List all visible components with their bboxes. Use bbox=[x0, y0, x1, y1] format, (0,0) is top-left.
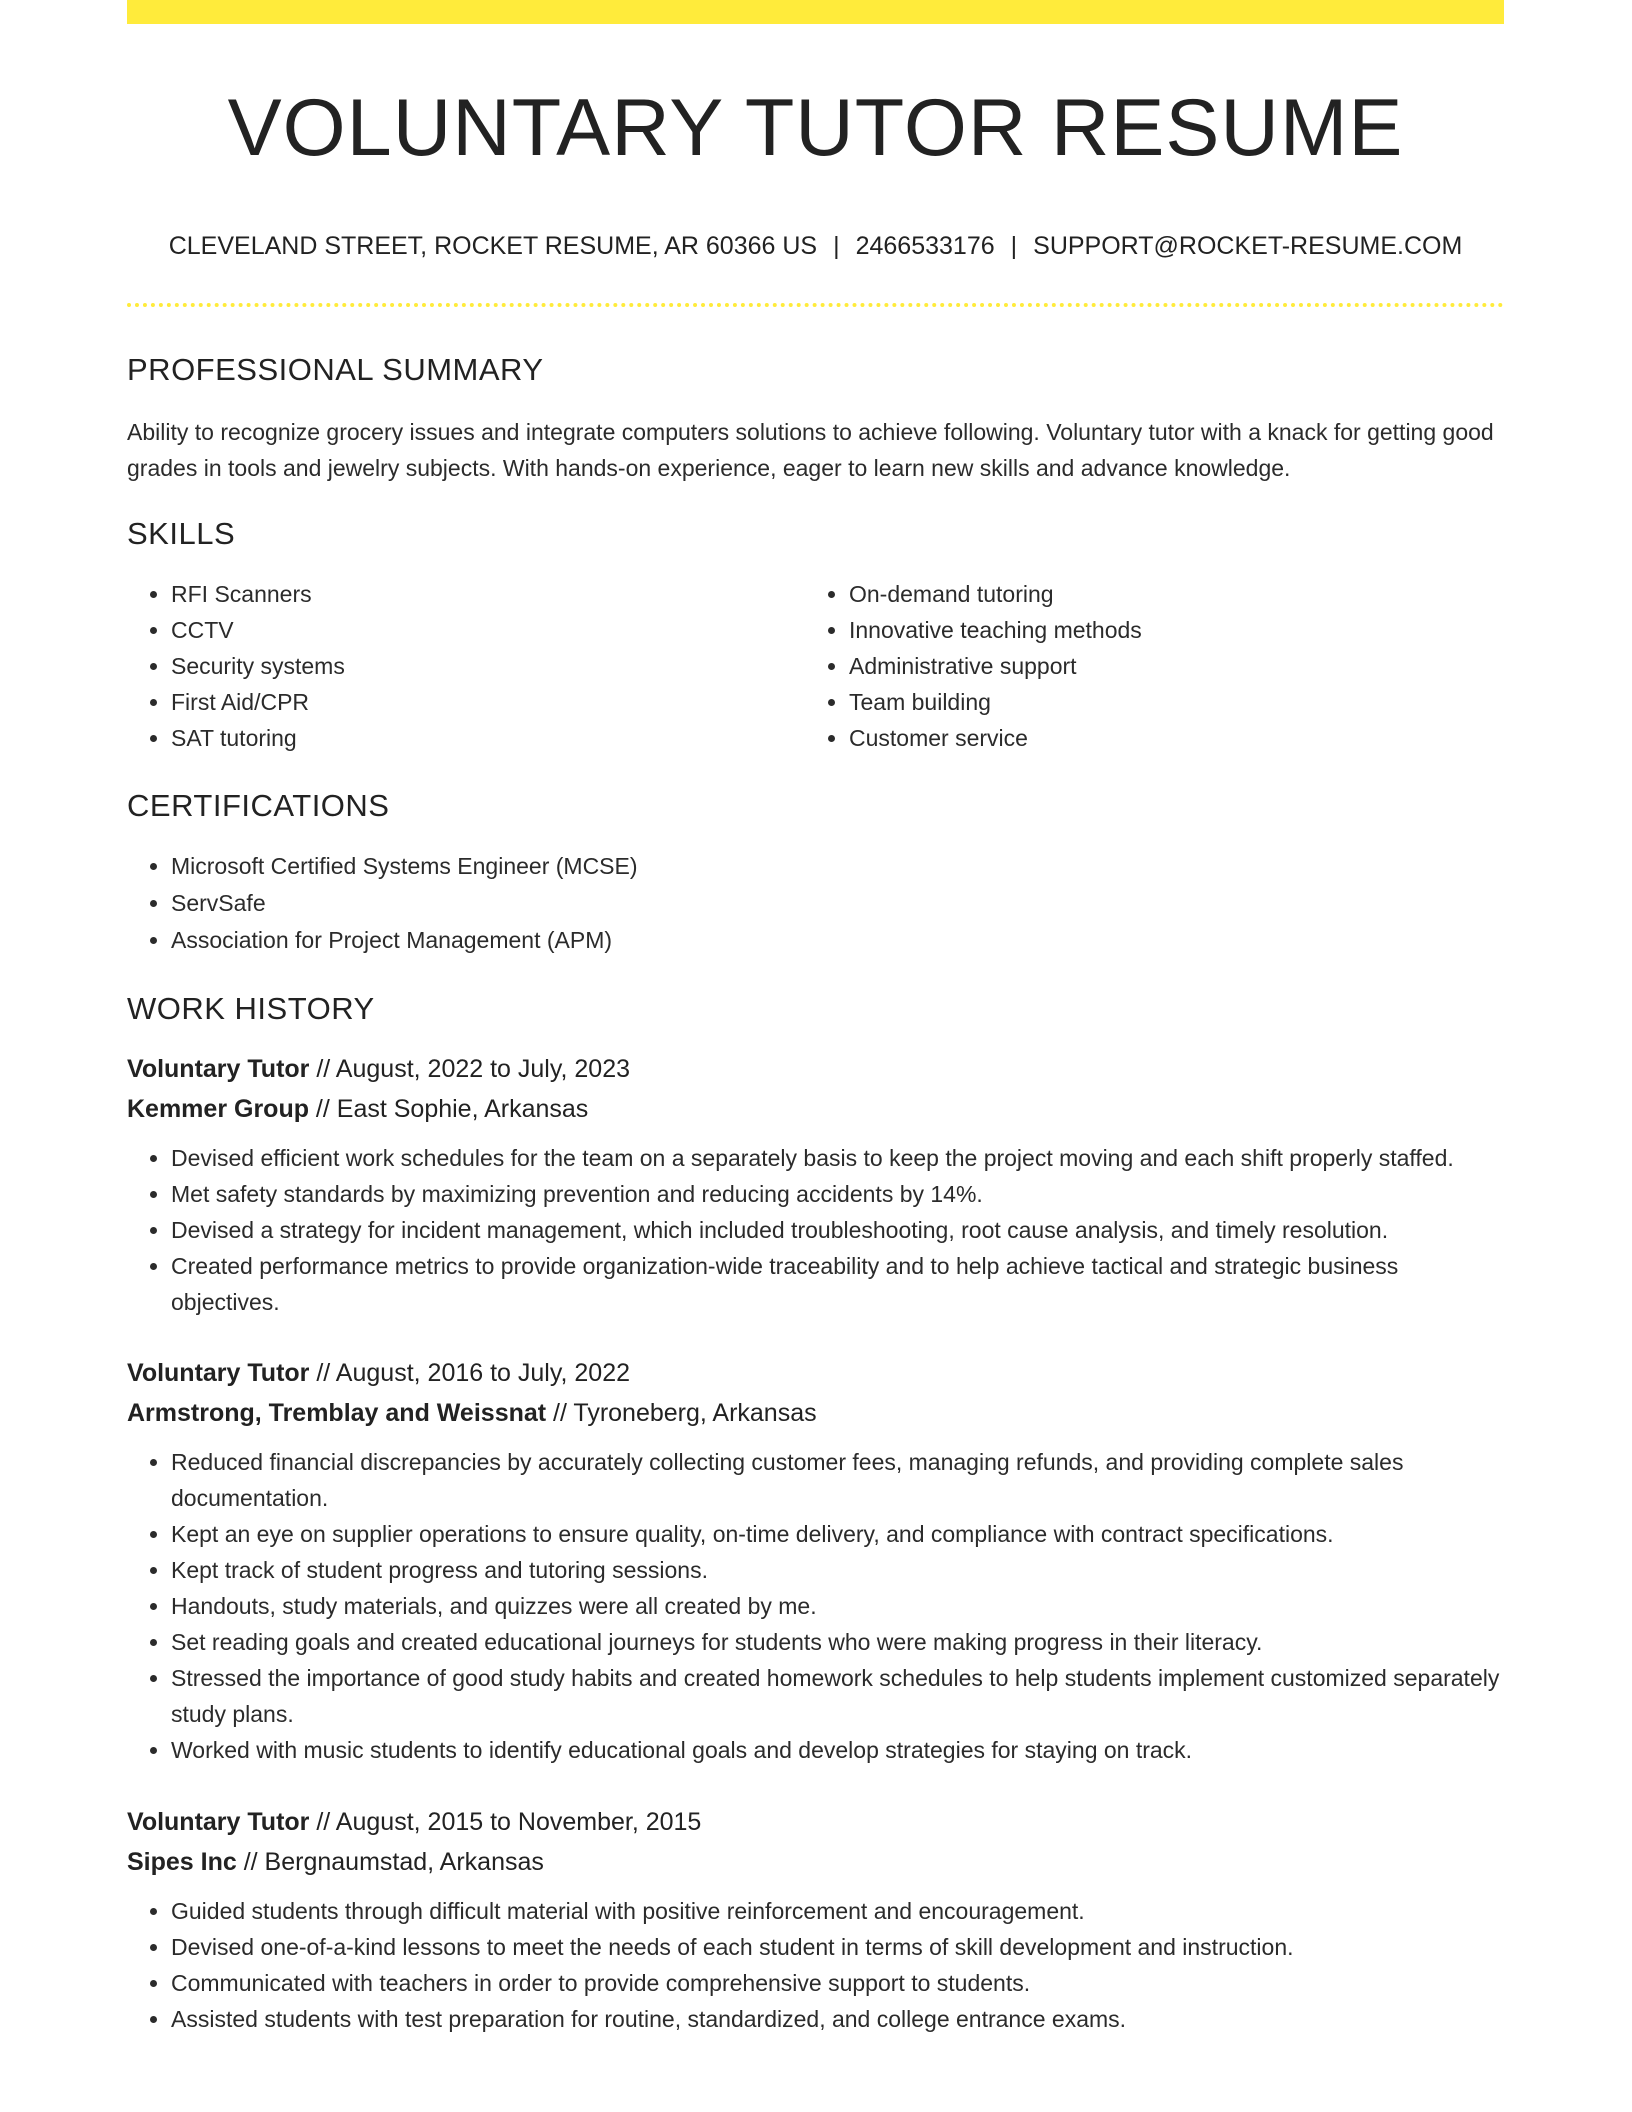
job-company: Armstrong, Tremblay and Weissnat bbox=[127, 1399, 547, 1427]
skill-item: • Customer service bbox=[849, 720, 1483, 756]
job-bullet: • Stressed the importance of good study habits and created homework schedules to help students implement customized separately study plans. bbox=[171, 1660, 1504, 1732]
accent-bar bbox=[127, 0, 1504, 24]
skill-item: • SAT tutoring bbox=[171, 720, 805, 756]
skill-item: • First Aid/CPR bbox=[171, 684, 805, 720]
certifications-heading: CERTIFICATIONS bbox=[127, 788, 390, 823]
job-company: Kemmer Group bbox=[127, 1095, 309, 1123]
skills-heading: SKILLS bbox=[127, 516, 236, 551]
skills-column-right bbox=[805, 576, 1483, 756]
contact-separator: | bbox=[1010, 232, 1018, 260]
job-company-line bbox=[127, 1393, 1504, 1433]
job-bullet: • Kept an eye on supplier operations to ensure quality, on-time delivery, and compliance with contract specifications. bbox=[171, 1516, 1504, 1552]
job-title: Voluntary Tutor bbox=[127, 1055, 310, 1083]
job-bullet: • Devised efficient work schedules for the team on a separately basis to keep the project moving and each shift properly staffed. bbox=[171, 1140, 1504, 1176]
job-bullet: • Handouts, study materials, and quizzes were all created by me. bbox=[171, 1588, 1504, 1624]
job-dates: // August, 2016 to July, 2022 bbox=[309, 1359, 630, 1387]
job-bullets bbox=[127, 1444, 1504, 1768]
job-location: // Tyroneberg, Arkansas bbox=[546, 1399, 817, 1427]
job-bullet: • Reduced financial discrepancies by accurately collecting customer fees, managing refunds, and providing complete sales documentation. bbox=[171, 1444, 1504, 1516]
job-title: Voluntary Tutor bbox=[127, 1808, 310, 1836]
contact-address: CLEVELAND STREET, ROCKET RESUME, AR 60366 US bbox=[168, 232, 818, 260]
skill-item: • Administrative support bbox=[849, 648, 1483, 684]
job-dates: // August, 2015 to November, 2015 bbox=[309, 1808, 702, 1836]
skill-item: • RFI Scanners bbox=[171, 576, 805, 612]
skills-grid bbox=[127, 576, 1504, 756]
contact-phone: 2466533176 bbox=[855, 232, 995, 260]
job-entry bbox=[127, 1353, 1504, 1768]
job-bullet: • Assisted students with test preparation for routine, standardized, and college entrance exams. bbox=[171, 2001, 1504, 2037]
skill-item: • On-demand tutoring bbox=[849, 576, 1483, 612]
certification-item: • Association for Project Management (APM) bbox=[171, 922, 1504, 959]
summary-text: Ability to recognize grocery issues and integrate computers solutions to achieve following. Voluntary tutor with a knack for getting good grades in tools and jewelry subjects. With hands-on experience, eager to learn new skills and advance knowledge. bbox=[127, 419, 1494, 481]
job-company-line bbox=[127, 1842, 1504, 1882]
job-bullet: • Met safety standards by maximizing prevention and reducing accidents by 14%. bbox=[171, 1176, 1504, 1212]
job-bullet: • Worked with music students to identify educational goals and develop strategies for staying on track. bbox=[171, 1732, 1504, 1768]
skill-item: • Innovative teaching methods bbox=[849, 612, 1483, 648]
skill-item: • Team building bbox=[849, 684, 1483, 720]
job-entry bbox=[127, 1049, 1504, 1320]
resume-title: VOLUNTARY TUTOR RESUME bbox=[227, 83, 1404, 173]
contact-separator: | bbox=[833, 232, 840, 260]
skills-column-left bbox=[127, 576, 805, 756]
certification-item: • ServSafe bbox=[171, 885, 1504, 922]
job-bullet: • Created performance metrics to provide organization-wide traceability and to help achieve tactical and strategic business objectives. bbox=[171, 1248, 1504, 1320]
job-title: Voluntary Tutor bbox=[127, 1359, 310, 1387]
job-bullet: • Communicated with teachers in order to provide comprehensive support to students. bbox=[171, 1965, 1504, 2001]
resume-page bbox=[127, 0, 1504, 2037]
skill-item: • CCTV bbox=[171, 612, 805, 648]
certification-item: • Microsoft Certified Systems Engineer (MCSE) bbox=[171, 848, 1504, 885]
job-location: // Bergnaumstad, Arkansas bbox=[236, 1848, 544, 1876]
job-bullet: • Devised a strategy for incident management, which included troubleshooting, root cause analysis, and timely resolution. bbox=[171, 1212, 1504, 1248]
skill-item: • Security systems bbox=[171, 648, 805, 684]
contact-email: SUPPORT@ROCKET-RESUME.COM bbox=[1033, 232, 1463, 260]
job-bullet: • Kept track of student progress and tutoring sessions. bbox=[171, 1552, 1504, 1588]
job-entry bbox=[127, 1802, 1504, 2037]
job-company-line bbox=[127, 1089, 1504, 1129]
job-location: // East Sophie, Arkansas bbox=[308, 1095, 589, 1123]
job-bullets bbox=[127, 1893, 1504, 2037]
summary-heading: PROFESSIONAL SUMMARY bbox=[127, 352, 544, 387]
job-title-line bbox=[127, 1049, 1504, 1089]
job-bullet: • Guided students through difficult material with positive reinforcement and encouragement. bbox=[171, 1893, 1504, 1929]
job-title-line bbox=[127, 1802, 1504, 1842]
job-bullets bbox=[127, 1140, 1504, 1320]
job-title-line bbox=[127, 1353, 1504, 1393]
job-company: Sipes Inc bbox=[127, 1848, 237, 1876]
job-bullet: • Set reading goals and created educational journeys for students who were making progress in their literacy. bbox=[171, 1624, 1504, 1660]
certifications-list bbox=[127, 848, 1504, 959]
work-history-heading: WORK HISTORY bbox=[127, 991, 375, 1026]
contact-line bbox=[127, 230, 1504, 262]
job-bullet: • Devised one-of-a-kind lessons to meet the needs of each student in terms of skill development and instruction. bbox=[171, 1929, 1504, 1965]
job-dates: // August, 2022 to July, 2023 bbox=[309, 1055, 630, 1083]
dotted-divider bbox=[127, 303, 1504, 307]
